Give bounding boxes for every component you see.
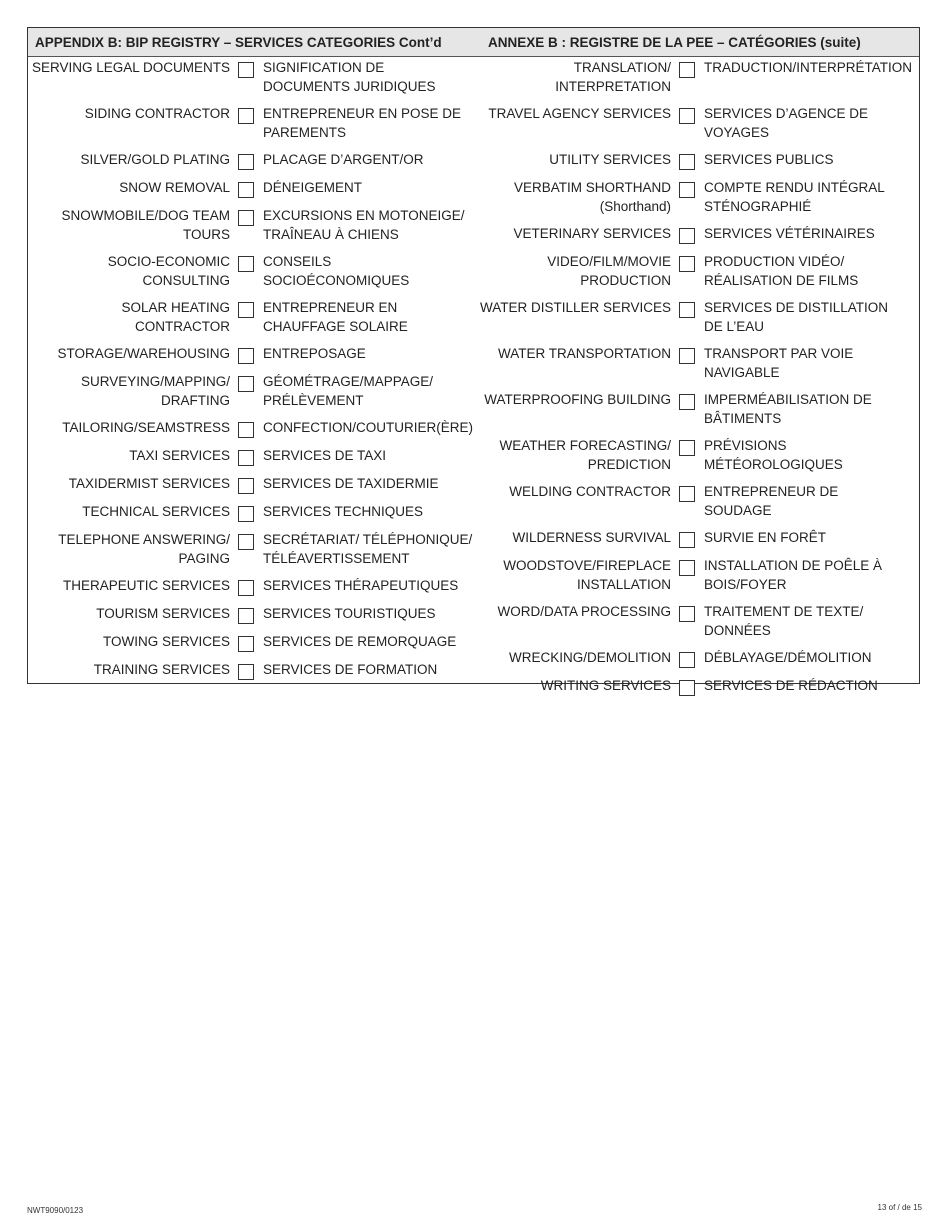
category-checkbox[interactable] [679,606,695,622]
category-checkbox[interactable] [238,478,254,494]
category-label-english: SIDING CONTRACTOR [84,106,230,121]
category-checkbox[interactable] [238,580,254,596]
category-label-french: IMPERMÉABILISATION DE BÂTIMENTS [704,392,872,426]
category-checkbox[interactable] [238,636,254,652]
category-row [474,225,919,244]
category-checkbox[interactable] [238,664,254,680]
category-row [28,661,474,680]
category-checkbox[interactable] [238,182,254,198]
category-row [28,475,474,494]
category-row [28,577,474,596]
category-label-french: DÉBLAYAGE/DÉMOLITION [704,650,872,665]
category-label-french: ENTREPRENEUR EN POSE DE PAREMENTS [263,106,462,140]
category-label-french: TRADUCTION/INTERPRÉTATION [704,60,912,75]
category-label-french: SERVICES DE TAXIDERMIE [263,476,439,491]
category-label-french: PRÉVISIONS MÉTÉOROLOGIQUES [704,438,843,472]
category-row [474,179,919,216]
category-checkbox[interactable] [679,680,695,696]
category-checkbox[interactable] [238,534,254,550]
category-label-english: TECHNICAL SERVICES [82,504,230,519]
category-row [28,447,474,466]
category-label-english: TELEPHONE ANSWERING/ PAGING [58,532,230,566]
category-row [28,299,474,336]
category-label-french: CONSEILS SOCIOÉCONOMIQUES [263,254,410,288]
category-row [28,179,474,198]
category-label-english: SERVING LEGAL DOCUMENTS [31,60,230,75]
category-row [28,345,474,364]
category-label-english: TAXI SERVICES [129,448,230,463]
category-label-french: SERVICES DE FORMATION [263,662,438,677]
category-label-english: WRITING SERVICES [540,678,671,693]
category-label-english: UTILITY SERVICES [549,152,671,167]
category-label-english: WATERPROOFING BUILDING [484,392,671,407]
category-row [28,605,474,624]
category-row [474,437,919,474]
category-row [28,373,474,410]
left-column [28,59,474,705]
category-label-english: SURVEYING/MAPPING/ DRAFTING [80,374,230,408]
category-row [28,253,474,290]
category-checkbox[interactable] [238,348,254,364]
category-row [474,483,919,520]
category-label-french: INSTALLATION DE POÊLE À BOIS/FOYER [704,558,883,592]
category-row [474,105,919,142]
category-checkbox[interactable] [238,422,254,438]
category-label-french: SECRÉTARIAT/ TÉLÉPHONIQUE/ TÉLÉAVERTISSEMENT [263,532,473,566]
category-checkbox[interactable] [679,560,695,576]
category-row [474,299,919,336]
category-label-french: EXCURSIONS EN MOTONEIGE/ TRAÎNEAU À CHIENS [263,208,465,242]
category-row [28,633,474,652]
category-label-french: SERVICES VÉTÉRINAIRES [704,226,875,241]
category-label-english: WATER DISTILLER SERVICES [479,300,671,315]
right-column [474,59,919,705]
category-label-english: STORAGE/WAREHOUSING [57,346,230,361]
category-label-french: SERVICES DE RÉDACTION [704,678,878,693]
category-row [474,253,919,290]
header-english: APPENDIX B: BIP REGISTRY – SERVICES CATEGORIES Cont’d [35,34,442,50]
category-label-french: SERVICES D’AGENCE DE VOYAGES [704,106,869,140]
category-row [28,105,474,142]
category-label-english: VIDEO/FILM/MOVIE PRODUCTION [547,254,671,288]
category-checkbox[interactable] [679,486,695,502]
category-row [474,529,919,548]
category-label-french: TRAITEMENT DE TEXTE/ DONNÉES [704,604,864,638]
category-checkbox[interactable] [679,348,695,364]
services-categories-form [27,27,920,693]
category-label-english: WATER TRANSPORTATION [497,346,671,361]
category-label-french: ENTREPRENEUR EN CHAUFFAGE SOLAIRE [263,300,408,334]
category-label-french: SURVIE EN FORÊT [704,530,827,545]
category-label-english: TAXIDERMIST SERVICES [68,476,230,491]
category-checkbox[interactable] [238,450,254,466]
category-label-english: SOCIO-ECONOMIC CONSULTING [107,254,230,288]
category-label-english: THERAPEUTIC SERVICES [62,578,230,593]
category-label-french: SERVICES PUBLICS [704,152,834,167]
category-checkbox[interactable] [238,376,254,392]
category-label-french: GÉOMÉTRAGE/MAPPAGE/ PRÉLÈVEMENT [263,374,434,408]
category-checkbox[interactable] [679,440,695,456]
category-label-french: TRANSPORT PAR VOIE NAVIGABLE [704,346,854,380]
category-checkbox[interactable] [679,256,695,272]
category-checkbox[interactable] [679,394,695,410]
category-row [474,649,919,668]
category-checkbox[interactable] [679,228,695,244]
category-label-french: SERVICES TOURISTIQUES [263,606,436,621]
category-checkbox[interactable] [679,62,695,78]
category-label-french: SERVICES DE TAXI [263,448,387,463]
category-label-english: TOURISM SERVICES [96,606,230,621]
category-label-english: SOLAR HEATING CONTRACTOR [121,300,230,334]
category-row [474,677,919,696]
category-row [474,391,919,428]
category-row [28,207,474,244]
category-label-english: TAILORING/SEAMSTRESS [62,420,230,435]
category-row [28,59,474,96]
category-checkbox[interactable] [238,210,254,226]
category-label-english: SILVER/GOLD PLATING [80,152,230,167]
category-label-french: PLACAGE D’ARGENT/OR [263,152,424,167]
form-header [28,28,919,57]
category-label-english: TRAINING SERVICES [93,662,230,677]
category-label-english: WEATHER FORECASTING/ PREDICTION [499,438,671,472]
category-label-english: WILDERNESS SURVIVAL [512,530,671,545]
category-row [28,531,474,568]
category-label-english: SNOWMOBILE/DOG TEAM TOURS [61,208,230,242]
category-label-french: PRODUCTION VIDÉO/ RÉALISATION DE FILMS [704,254,859,288]
category-label-french: SERVICES THÉRAPEUTIQUES [263,578,459,593]
header-french: ANNEXE B : REGISTRE DE LA PEE – CATÉGORIES (suite) [488,34,861,50]
category-checkbox[interactable] [238,608,254,624]
category-label-french: CONFECTION/COUTURIER(ÈRE) [263,420,473,435]
category-checkbox[interactable] [238,108,254,124]
category-checkbox[interactable] [679,108,695,124]
category-label-english: SNOW REMOVAL [119,180,230,195]
category-label-english: TOWING SERVICES [102,634,230,649]
page-number: 13 of / de 15 [877,1203,922,1212]
form-number: NWT9090/0123 [27,1206,84,1215]
category-label-french: SIGNIFICATION DE DOCUMENTS JURIDIQUES [263,60,436,94]
category-label-french: DÉNEIGEMENT [263,180,363,195]
category-label-french: ENTREPRENEUR DE SOUDAGE [704,484,839,518]
category-label-english: TRAVEL AGENCY SERVICES [488,106,671,121]
category-row [28,503,474,522]
category-checkbox[interactable] [238,302,254,318]
category-row [474,59,919,96]
category-label-english: VETERINARY SERVICES [513,226,671,241]
category-label-english: WORD/DATA PROCESSING [497,604,671,619]
category-checkbox[interactable] [238,256,254,272]
category-label-french: COMPTE RENDU INTÉGRAL STÉNOGRAPHIÉ [704,180,885,214]
category-label-french: SERVICES DE REMORQUAGE [263,634,457,649]
category-row [474,345,919,382]
category-checkbox[interactable] [679,302,695,318]
category-checkbox[interactable] [238,62,254,78]
category-label-french: ENTREPOSAGE [263,346,366,361]
category-label-french: SERVICES DE DISTILLATION DE L’EAU [704,300,889,334]
category-row [474,151,919,170]
category-row [28,151,474,170]
category-label-french: SERVICES TECHNIQUES [263,504,424,519]
category-label-english: WRECKING/DEMOLITION [508,650,671,665]
category-checkbox[interactable] [238,154,254,170]
category-row [28,419,474,438]
category-label-english: TRANSLATION/ INTERPRETATION [555,60,671,94]
category-row [474,557,919,594]
category-label-english: VERBATIM SHORTHAND (Shorthand) [513,180,671,214]
category-row [474,603,919,640]
category-checkbox[interactable] [679,182,695,198]
category-label-english: WOODSTOVE/FIREPLACE INSTALLATION [503,558,671,592]
category-checkbox[interactable] [679,154,695,170]
category-label-english: WELDING CONTRACTOR [509,484,671,499]
category-checkbox[interactable] [679,532,695,548]
category-checkbox[interactable] [679,652,695,668]
category-checkbox[interactable] [238,506,254,522]
